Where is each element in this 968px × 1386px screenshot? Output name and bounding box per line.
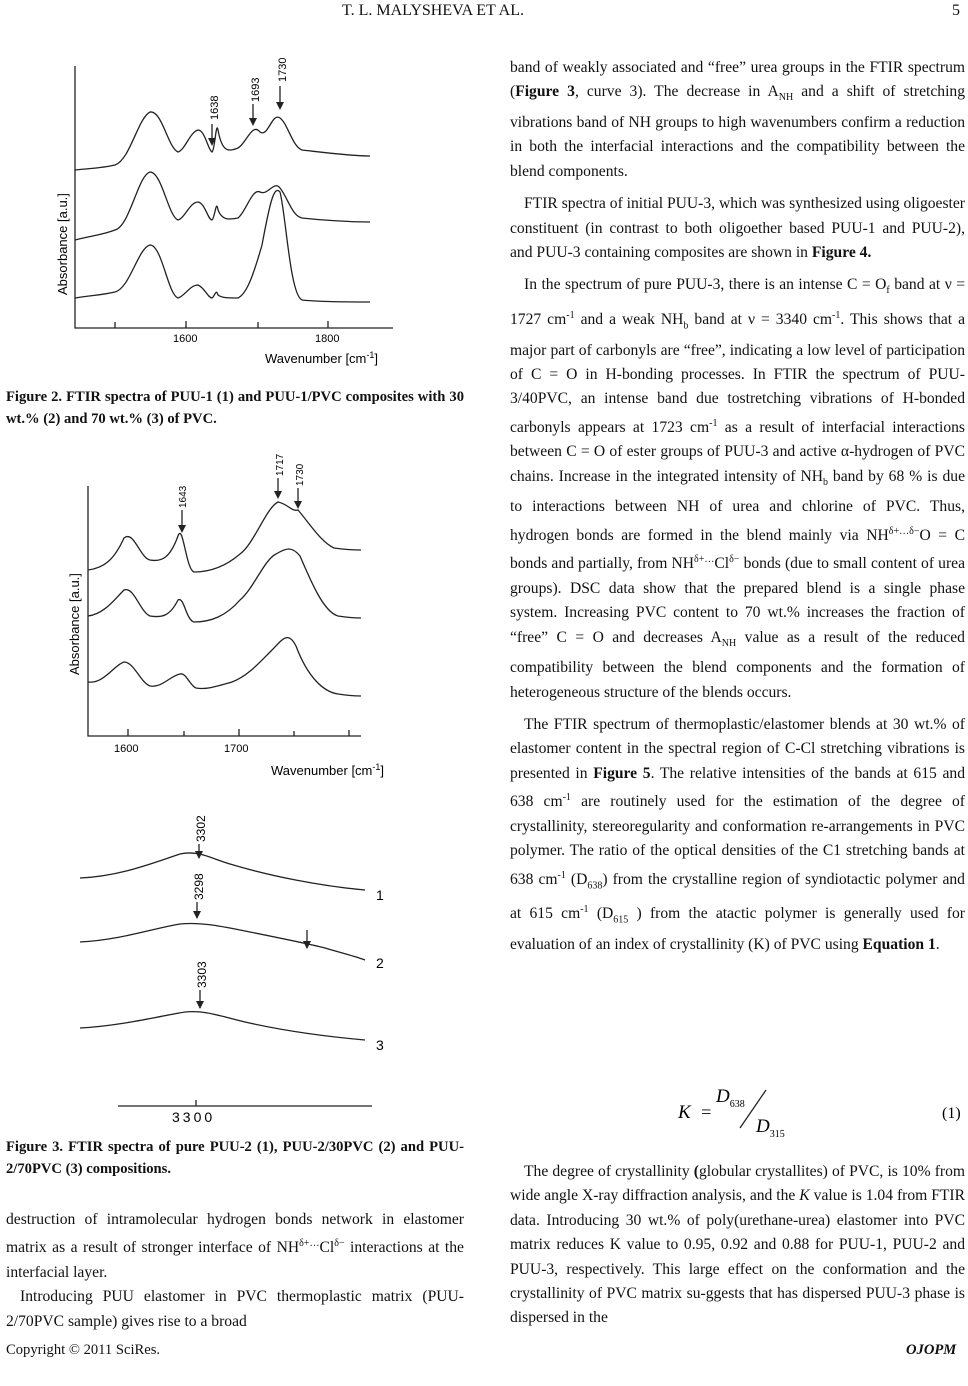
fig2-tick-1600: 1600 xyxy=(173,333,198,345)
mid-y-axis-label: Absorbance [a.u.] xyxy=(67,573,82,675)
fig2-curve-2 xyxy=(75,172,370,240)
page-number: 5 xyxy=(952,2,960,19)
fig2-curve-3 xyxy=(75,190,370,302)
right-paragraph-1: band of weakly associated and “free” urea groups in the FTIR spectrum (Figure 3, curve 3). The decrease in $A_{NH}$ and a shift of stretching vibrations band of NH groups to high wavenumbers confirm a reduction in both the interfacial interactions and the compatibility between the blend components. xyxy=(510,59,966,180)
figure-2-caption: Figure 2. FTIR spectra of PUU-1 (1) and PUU-1/PVC composites with 30 wt.% (2) and 70 wt.% (3) of PVC. xyxy=(6,389,464,427)
left-column-text xyxy=(6,1208,464,1334)
left-paragraph-1: destruction of intramolecular hydrogen bonds network in elastomer matrix as a result of stronger interface of $NH^{\delta+\dots}Cl^{\delta-}$ interactions at the interfacial layer. xyxy=(6,1211,464,1281)
fig2-peak-1638: 1638 xyxy=(209,95,221,120)
fig2-y-axis-label: Absorbance [a.u.] xyxy=(55,193,70,295)
fig3-curve-3 xyxy=(80,1012,365,1040)
eq-D638: $D_{638}$ xyxy=(716,1086,745,1110)
right-paragraph-5: The degree of crystallinity (globular crystallites) of PVC, is 10% from wide angle X-ray diffraction analysis, and the K value is 1.04 from FTIR data. Introducing 30 wt.% of poly(urethane-urea) elastomer into PVC matrix reduces K value to 0.95, 0.92 and 0.88 for PUU-1, PUU-2 and PUU-3, respectively. This large effect on the conformation and the crystallinity of PVC matrix su-ggests that has dispersed PUU-3 phase is dispersed in the xyxy=(510,1163,965,1327)
mid-tick-1700: 1700 xyxy=(224,743,249,755)
fig2-peak-1730: 1730 xyxy=(277,57,289,82)
mid-peak-1730: 1730 xyxy=(295,463,306,486)
fig3-curve-label-2: 2 xyxy=(376,955,384,971)
fig2-curve-1 xyxy=(75,112,370,170)
eq-D315: $D_{315}$ xyxy=(756,1116,785,1140)
running-title: T. L. MALYSHEVA ET AL. xyxy=(342,2,524,19)
fig2-tick-1800: 1800 xyxy=(315,333,340,345)
eq-K: K xyxy=(678,1102,691,1123)
right-paragraph-4: The FTIR spectrum of thermoplastic/elastomer blends at 30 wt.% of elastomer content in the spectral region of C-Cl stretching vibrations is presented in Figure 5. The relative intensities of the bands at 615 and 638 $cm^{-1}$ are routinely used for the estimation of the degree of crystallinity, stereoregularity and conformation re-arrangements in PVC polymer. The ratio of the optical densities of the C1 stretching bands at 638 $cm^{-1}$ $(D_{638})$ from the crystalline region of syndiotactic polymer and at 615 $cm^{-1}$ ($D_{615}$ ) from the atactic polymer is generally used for evaluation of an index of crystallinity (K) of PVC using Equation 1. xyxy=(510,716,966,954)
footer-journal: OJOPM xyxy=(906,1342,957,1358)
fig3-curve-2 xyxy=(80,923,365,960)
fig3-peak-3302: 3302 xyxy=(194,815,208,842)
figure-3-caption: Figure 3. FTIR spectra of pure PUU-2 (1), PUU-2/30PVC (2) and PUU-2/70PVC (3) compositions. xyxy=(6,1139,464,1177)
mid-peak-1643: 1643 xyxy=(178,485,189,508)
figure-2-plot xyxy=(40,40,420,380)
equation-1 xyxy=(670,1076,968,1146)
figure-3-plot xyxy=(60,800,420,1130)
right-column-text-end xyxy=(510,1160,965,1331)
fig3-tick-3300: 3300 xyxy=(172,1109,216,1125)
eq-equals: = xyxy=(700,1102,713,1122)
right-paragraph-3: In the spectrum of pure PUU-3, there is an intense $C = O_f$ band at ν = 1727 $cm^{-1}$ and a weak $NH_b$ band at ν = 3340 $cm^{-1}$. This shows that a major part of carbonyls are “free”, indicating a low level of participation of C = O in H-bonding processes. In FTIR the spectrum of PUU-3/40PVC, an intense band due tostretching vibrations of H-bonded carbonyls appears at 1723 $cm^{-1}$ as a result of interfacial interactions between C = O of ester groups of PUU-3 and active α-hydrogen of PVC chains. Increase in the integrated intensity of $NH_b$ band by 68 % is due to interactions between NH of urea and chlorine of PVC. Thus, hydrogen bonds are formed in the blend mainly via $NH^{\delta+\dots\delta-}O = C$ bonds and partially, from $NH^{\delta+\dots}Cl^{\delta-}$ bonds (due to small content of urea groups). DSC data show that the prepared blend is a single phase system. Increasing PVC content to 70 wt.% increases the fraction of “free” C = O and decreases $A_{NH}$ value as a result of the reduced compatibility between the blend components and the formation of heterogeneous structure of the blends occurs. xyxy=(510,276,965,701)
fig2-x-axis-label: Wavenumber $[cm^{-1}]$ xyxy=(265,350,379,366)
mid-curve-1 xyxy=(88,502,361,572)
mid-tick-1600: 1600 xyxy=(114,743,139,755)
mid-peak-1717: 1717 xyxy=(275,453,286,476)
fig3-curve-label-3: 3 xyxy=(376,1037,384,1053)
fig3-peak-3298: 3298 xyxy=(192,873,206,900)
fig2-peak-1693: 1693 xyxy=(250,77,262,102)
mid-curve-2 xyxy=(88,549,361,622)
right-column-text xyxy=(510,56,965,957)
fig3-curve-label-1: 1 xyxy=(376,887,384,903)
footer-copyright: Copyright © 2011 SciRes. xyxy=(6,1342,161,1358)
right-paragraph-2: FTIR spectra of initial PUU-3, which was synthesized using oligoester constituent (in contrast to both oligoether based PUU-1 and PUU-2), and PUU-3 containing composites are shown in Figure 4. xyxy=(510,195,965,261)
fig3-curve-1 xyxy=(80,853,365,890)
left-paragraph-2: Introducing PUU elastomer in PVC thermoplastic matrix (PUU-2/70PVC sample) gives rise to a broad xyxy=(6,1288,464,1330)
figure-mid-plot xyxy=(56,450,420,780)
equation-number: (1) xyxy=(942,1105,961,1122)
mid-curve-3 xyxy=(88,638,361,696)
fig3-peak-3303: 3303 xyxy=(195,961,209,988)
mid-x-axis-label: Wavenumber $[cm^{-1}]$ xyxy=(271,762,385,778)
